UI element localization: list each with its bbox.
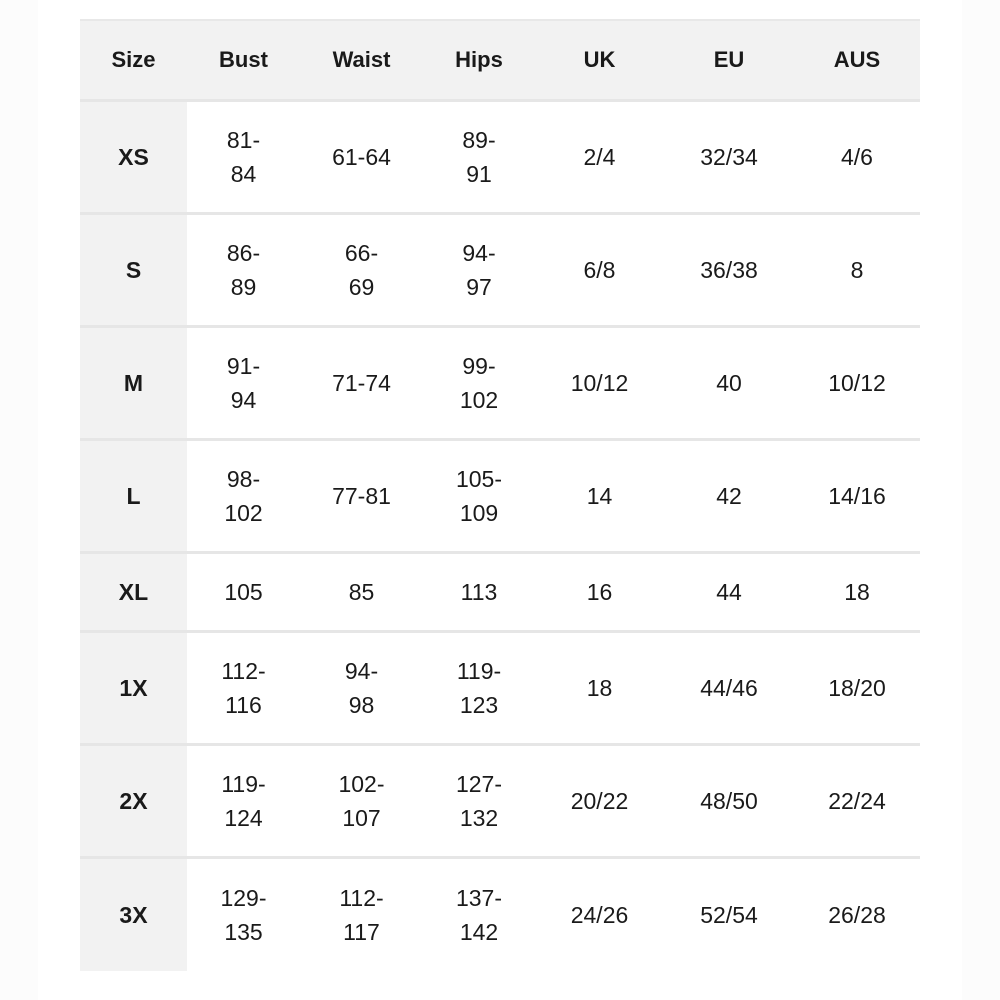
cell-text: XS: [118, 144, 149, 170]
hips-cell: [423, 745, 535, 858]
cell-text: 14: [586, 483, 613, 509]
cell-line: 94-: [462, 240, 496, 266]
cell-line: 109: [459, 500, 499, 526]
cell-line: 123: [459, 692, 499, 718]
left-margin: [0, 0, 38, 1000]
size-chart-table: [80, 19, 920, 971]
cell-line: 137-: [455, 885, 503, 911]
aus-cell: [794, 632, 920, 745]
cell-line: 86-: [226, 240, 261, 266]
cell-text: 18: [586, 675, 613, 701]
bust-cell: [187, 632, 300, 745]
header-aus: AUS: [794, 20, 920, 101]
cell-text: 3X: [119, 902, 148, 928]
cell-line: 98-: [226, 466, 261, 492]
aus-cell: [794, 327, 920, 440]
waist-cell: [300, 632, 423, 745]
header-eu: EU: [664, 20, 794, 101]
cell-text: 44/46: [700, 675, 758, 701]
waist-cell: [300, 440, 423, 553]
hips-cell: [423, 632, 535, 745]
cell-line: 94-: [344, 658, 379, 684]
size-label: [80, 553, 187, 632]
size-label: [80, 632, 187, 745]
cell-line: 98: [348, 692, 375, 718]
size-label: [80, 440, 187, 553]
eu-cell: [664, 553, 794, 632]
cell-line: 69: [348, 274, 375, 300]
aus-cell: [794, 214, 920, 327]
cell-text: 18: [844, 579, 870, 605]
uk-cell: [535, 327, 664, 440]
cell-line: 142: [459, 919, 499, 945]
cell-line: 113: [460, 579, 498, 605]
eu-cell: [664, 214, 794, 327]
cell-text: 18/20: [828, 675, 886, 701]
cell-text: 14/16: [828, 483, 886, 509]
waist-cell: [300, 745, 423, 858]
cell-text: 2/4: [583, 144, 616, 170]
header-bust: Bust: [187, 20, 300, 101]
header-uk: UK: [535, 20, 664, 101]
cell-line: 102: [224, 500, 263, 526]
cell-line: 97: [466, 274, 492, 300]
eu-cell: [664, 440, 794, 553]
bust-cell: [187, 327, 300, 440]
table-row: [80, 214, 920, 327]
size-label: [80, 214, 187, 327]
waist-cell: [300, 858, 423, 972]
cell-line: 112-: [221, 658, 266, 684]
uk-cell: [535, 440, 664, 553]
uk-cell: [535, 632, 664, 745]
table-header-row: [80, 20, 920, 101]
bust-cell: [187, 858, 300, 972]
cell-text: 24/26: [570, 902, 629, 928]
cell-line: 61-64: [332, 144, 391, 170]
cell-line: 81-: [226, 127, 261, 153]
header-size: Size: [80, 20, 187, 101]
cell-line: 129-: [220, 885, 267, 911]
eu-cell: [664, 327, 794, 440]
cell-line: 94: [230, 387, 257, 413]
cell-line: 102-: [338, 771, 385, 797]
size-label: [80, 745, 187, 858]
waist-cell: [300, 101, 423, 214]
cell-line: 105: [224, 579, 263, 605]
hips-cell: [423, 101, 535, 214]
cell-line: 66-: [344, 240, 379, 266]
hips-cell: [423, 858, 535, 972]
eu-cell: [664, 858, 794, 972]
hips-cell: [423, 327, 535, 440]
waist-cell: [300, 553, 423, 632]
uk-cell: [535, 745, 664, 858]
cell-line: 89-: [462, 127, 496, 153]
cell-text: 10/12: [570, 370, 629, 396]
cell-line: 107: [342, 805, 381, 831]
cell-text: XL: [118, 579, 149, 605]
size-label: [80, 858, 187, 972]
cell-line: 135: [224, 919, 263, 945]
uk-cell: [535, 858, 664, 972]
cell-line: 132: [459, 805, 499, 831]
cell-line: 119-: [456, 658, 502, 684]
size-label: [80, 327, 187, 440]
right-margin: [962, 0, 1000, 1000]
cell-line: 117: [343, 919, 380, 945]
cell-line: 102: [459, 387, 499, 413]
bust-cell: [187, 745, 300, 858]
table-body: [80, 101, 920, 972]
waist-cell: [300, 214, 423, 327]
cell-line: 71-74: [332, 370, 391, 396]
uk-cell: [535, 101, 664, 214]
table-row: [80, 858, 920, 972]
eu-cell: [664, 632, 794, 745]
table-row: [80, 101, 920, 214]
cell-text: 36/38: [700, 257, 758, 283]
cell-text: 1X: [119, 675, 148, 701]
cell-text: S: [125, 257, 142, 283]
hips-cell: [423, 553, 535, 632]
cell-line: 105-: [455, 466, 503, 492]
cell-line: 127-: [455, 771, 503, 797]
cell-line: 85: [348, 579, 375, 605]
cell-line: 112-: [339, 885, 384, 911]
bust-cell: [187, 553, 300, 632]
table-row: [80, 553, 920, 632]
cell-line: 91-: [226, 353, 261, 379]
cell-text: 2X: [119, 788, 148, 814]
cell-text: 6/8: [583, 257, 616, 283]
aus-cell: [794, 440, 920, 553]
cell-line: 99-: [462, 353, 496, 379]
cell-line: 119-: [221, 771, 266, 797]
cell-line: 124: [224, 805, 263, 831]
cell-text: L: [126, 483, 141, 509]
eu-cell: [664, 101, 794, 214]
table-row: [80, 745, 920, 858]
cell-text: 40: [716, 370, 742, 396]
hips-cell: [423, 214, 535, 327]
aus-cell: [794, 553, 920, 632]
eu-cell: [664, 745, 794, 858]
bust-cell: [187, 214, 300, 327]
hips-cell: [423, 440, 535, 553]
cell-line: 91: [466, 161, 492, 187]
header-waist: Waist: [300, 20, 423, 101]
table-row: [80, 440, 920, 553]
cell-text: 4/6: [841, 144, 873, 170]
table-row: [80, 327, 920, 440]
cell-text: 42: [716, 483, 742, 509]
cell-text: 52/54: [700, 902, 758, 928]
uk-cell: [535, 214, 664, 327]
cell-text: 20/22: [570, 788, 629, 814]
cell-line: 89: [230, 274, 257, 300]
cell-line: 84: [230, 161, 257, 187]
cell-text: 8: [850, 257, 864, 283]
table-row: [80, 632, 920, 745]
aus-cell: [794, 101, 920, 214]
cell-text: 22/24: [828, 788, 886, 814]
cell-text: 10/12: [828, 370, 886, 396]
bust-cell: [187, 101, 300, 214]
cell-line: 116: [225, 692, 262, 718]
bust-cell: [187, 440, 300, 553]
cell-text: 26/28: [828, 902, 886, 928]
cell-text: 48/50: [700, 788, 758, 814]
aus-cell: [794, 745, 920, 858]
cell-line: 77-81: [332, 483, 391, 509]
cell-text: M: [123, 370, 144, 396]
aus-cell: [794, 858, 920, 972]
size-label: [80, 101, 187, 214]
header-hips: Hips: [423, 20, 535, 101]
uk-cell: [535, 553, 664, 632]
cell-text: 44: [716, 579, 742, 605]
cell-text: 16: [586, 579, 613, 605]
cell-text: 32/34: [700, 144, 758, 170]
waist-cell: [300, 327, 423, 440]
